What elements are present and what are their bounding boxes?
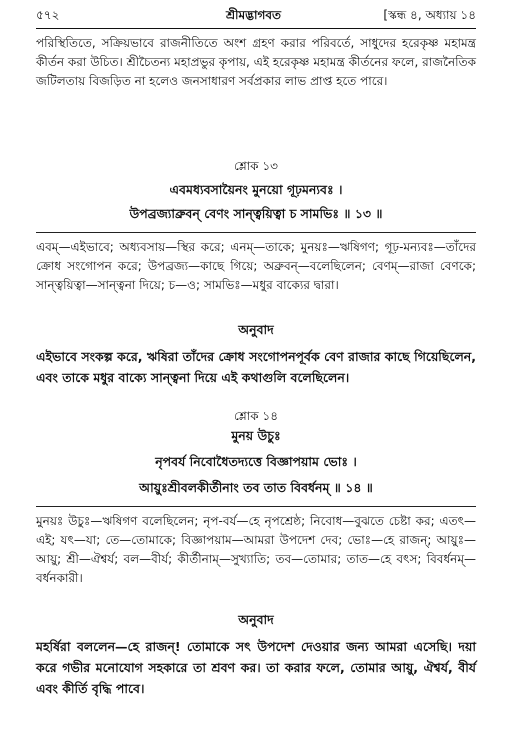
verse13-heading: শ্লোক ১৩ (234, 159, 278, 173)
verse13-divider (36, 232, 476, 233)
verse14-heading: শ্লোক ১৪ (234, 409, 278, 423)
verse14-synonyms-block (36, 512, 476, 588)
verse13-translation-heading: অনুবাদ (238, 322, 274, 337)
chapter-reference: [স্কন্ধ ৪, অধ্যায় ১৪ (383, 8, 476, 22)
verse13-synonyms: এবম্—এইভাবে; অধ্যবসায়—স্থির করে; এনম্—তাকে; মুনয়ঃ—ঋষিগণ; গূঢ়-মন্যবঃ—তাঁদের ক্রোধ সংগোপন করে; উপব্রজ্য—কাছে গিয়ে; অব্রুবন্—বলেছিলেন; বেণম্—রাজা বেণকে; সান্ত্বয়িত্বা—সান্ত্বনা দিয়ে; চ—ও; সামভিঃ—মধুর বাক্যের দ্বারা। (36, 240, 476, 292)
verse14-speaker: মুনয় উচুঃ (231, 428, 281, 443)
header-divider (36, 28, 476, 29)
verse14-translation-heading: অনুবাদ (238, 612, 274, 627)
verse13-line-2: উপব্রজ্যাব্রুবন্ বেণং সান্ত্বয়িত্বা চ সামভিঃ ॥ ১৩ ॥ (129, 206, 383, 221)
verse13-synonyms-block (36, 238, 476, 295)
book-title: শ্রীমদ্ভাগবত (226, 8, 282, 22)
intro-paragraph-block (36, 34, 476, 91)
verse13-translation: এইভাবে সংকল্প করে, ঋষিরা তাঁদের ক্রোধ সংগোপনপূর্বক বেণ রাজার কাছে গিয়েছিলেন, এবং তাকে মধুর বাক্যে সান্ত্বনা দিয়ে এই কথাগুলি বলেছিলেন। (36, 349, 476, 385)
page-number: ৫৭২ (36, 8, 60, 22)
verse13-translation-block (36, 346, 476, 388)
verse14-line-2: আয়ুঃশ্রীবলকীর্তীনাং তব তাত বিবর্ধনম্ ॥ ১৪ ॥ (139, 480, 373, 495)
verse14-translation: মহর্ষিরা বললেন—হে রাজন্! তোমাকে সৎ উপদেশ দেওয়ার জন্য আমরা এসেছি। দয়া করে গভীর মনোযোগ সহকারে তা শ্রবণ কর। তা করার ফলে, তোমার আয়ু, ঐশ্বর্য, বীর্য এবং কীর্তি বৃদ্ধি পাবে। (36, 639, 476, 696)
page-header (36, 4, 476, 26)
verse14-translation-block (36, 636, 476, 699)
intro-paragraph: পরিস্থিতিতে, সক্রিয়ভাবে রাজনীতিতে অংশ গ্রহণ করার পরিবর্তে, সাধুদের হরেকৃষ্ণ মহামন্ত্র কীর্তন করা উচিত। শ্রীচৈতন্য মহাপ্রভুর কৃপায়, এই হরেকৃষ্ণ মহামন্ত্র কীর্তনের ফলে, রাজনৈতিক জটিলতায় বিজড়িত না হলেও জনসাধারণ সর্বপ্রকার লাভ প্রাপ্ত হতে পারে। (36, 36, 476, 88)
verse14-synonyms: মুনয়ঃ উচুঃ—ঋষিগণ বলেছিলেন; নৃপ-বর্য—হে নৃপশ্রেষ্ঠ; নিবোধ—বুঝতে চেষ্টা কর; এতৎ—এই; যৎ—যা; তে—তোমাকে; বিজ্ঞাপয়াম—আমরা উপদেশ দেব; ভোঃ—হে রাজন্; আয়ুঃ—আয়ু; শ্রী—ঐশ্বর্য; বল—বীর্য; কীর্তীনাম্—সুখ্যাতি; তব—তোমার; তাত—হে বৎস; বিবর্ধনম্—বর্ধনকারী। (36, 514, 476, 585)
verse13-line-1: এবমধ্যবসায়ৈনং মুনয়ো গূঢ়মন্যবঃ । (169, 182, 343, 197)
verse14-divider (36, 506, 476, 507)
verse14-line-1: নৃপবর্য নিবোধৈতদ্যত্তে বিজ্ঞাপয়াম ভোঃ । (155, 454, 357, 469)
